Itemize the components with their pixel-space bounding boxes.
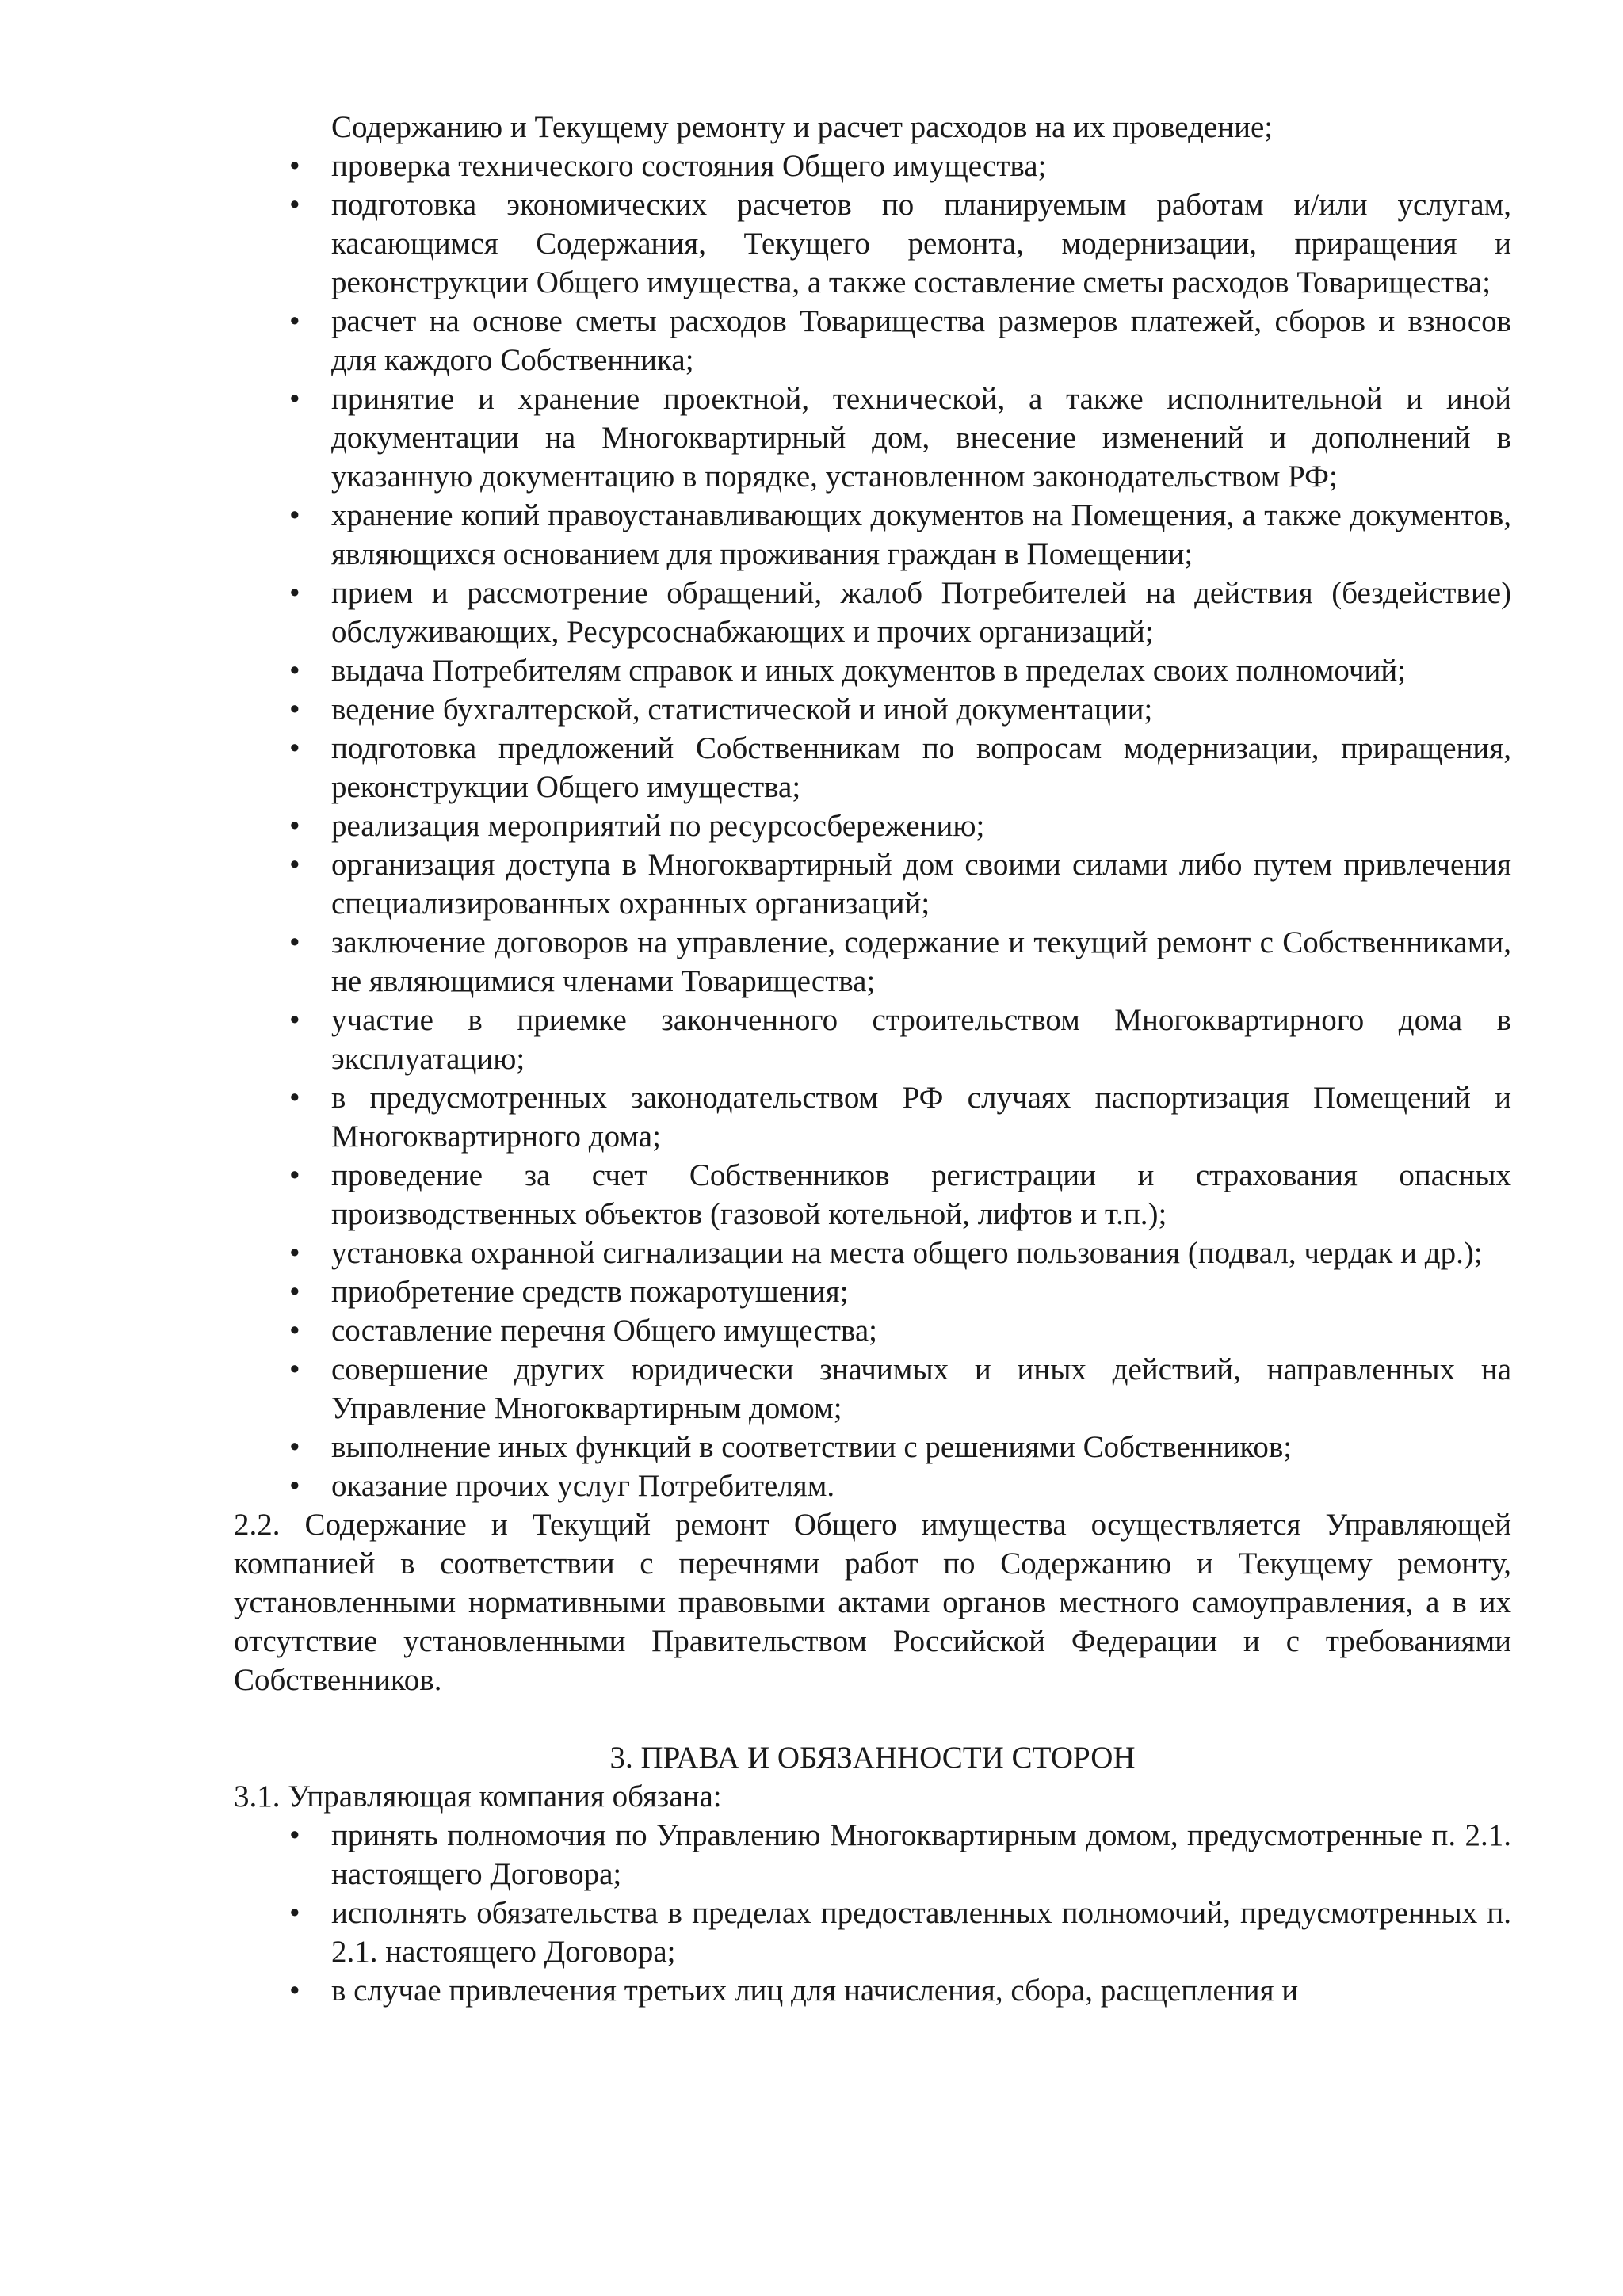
list-item-text: реализация мероприятий по ресурсосбережению; <box>331 809 985 843</box>
list-item <box>234 1272 1511 1311</box>
bullet-icon: • <box>289 654 300 688</box>
list-item <box>234 1078 1511 1156</box>
bullet-icon: • <box>289 304 300 338</box>
bullet-icon: • <box>289 1236 300 1270</box>
list-item <box>234 1350 1511 1428</box>
bullet-icon: • <box>289 576 300 610</box>
list-item <box>234 302 1511 379</box>
list-item-text: заключение договоров на управление, содержание и текущий ремонт с Собственниками, не являющимися членами Товарищества; <box>331 925 1511 998</box>
list-item-text: участие в приемке законченного строительством Многоквартирного дома в эксплуатацию; <box>331 1003 1511 1076</box>
list-item-text: приобретение средств пожаротушения; <box>331 1275 849 1309</box>
bullet-icon: • <box>289 382 300 416</box>
list-item-text: составление перечня Общего имущества; <box>331 1314 877 1348</box>
bullet-icon: • <box>289 498 300 532</box>
list-item-text: в предусмотренных законодательством РФ случаях паспортизация Помещений и Многоквартирного дома; <box>331 1081 1511 1154</box>
bullet-icon: • <box>289 925 300 959</box>
list-item <box>234 1156 1511 1234</box>
bullet-icon: • <box>289 848 300 882</box>
list-item <box>234 1234 1511 1272</box>
list-item-text: совершение других юридически значимых и иных действий, направленных на Управление Многоквартирным домом; <box>331 1352 1511 1425</box>
bullet-icon: • <box>289 1003 300 1037</box>
list-item-text: принять полномочия по Управлению Многоквартирным домом, предусмотренные п. 2.1. настоящего Договора; <box>331 1818 1511 1891</box>
list-item <box>234 147 1511 185</box>
bullet-icon: • <box>289 809 300 843</box>
bullet-icon: • <box>289 1314 300 1348</box>
bullet-icon: • <box>289 1430 300 1464</box>
list-item-text: ведение бухгалтерской, статистической и иной документации; <box>331 692 1153 727</box>
bullet-icon: • <box>289 149 300 183</box>
clause-3-1: 3.1. Управляющая компания обязана: <box>234 1779 722 1814</box>
list-item-text: выдача Потребителям справок и иных документов в пределах своих полномочий; <box>331 654 1407 688</box>
list-item-text: проверка технического состояния Общего имущества; <box>331 149 1047 183</box>
list-item <box>234 807 1511 845</box>
list-item <box>234 574 1511 651</box>
document-body <box>234 108 1511 2010</box>
bullet-icon: • <box>289 1275 300 1309</box>
list-item <box>234 185 1511 302</box>
company-obligations-list <box>234 1816 1511 2010</box>
list-item-text: прием и рассмотрение обращений, жалоб Потребителей на действия (бездействие) обслуживающих, Ресурсоснабжающих и прочих организаций; <box>331 576 1511 649</box>
bullet-icon: • <box>289 731 300 765</box>
list-item-text: принятие и хранение проектной, технической, а также исполнительной и иной документации на Многоквартирный дом, внесение изменений и дополнений в указанную документацию в порядке, установленном законодательством РФ; <box>331 382 1511 494</box>
list-item <box>234 690 1511 729</box>
bullet-icon: • <box>289 1896 300 1930</box>
list-item <box>234 1971 1511 2010</box>
list-item <box>234 651 1511 690</box>
list-item <box>234 845 1511 923</box>
list-item <box>234 1001 1511 1078</box>
list-item <box>234 496 1511 574</box>
list-item <box>234 1311 1511 1350</box>
list-item-text: расчет на основе сметы расходов Товарищества размеров платежей, сборов и взносов для каждого Собственника; <box>331 304 1511 377</box>
list-item <box>234 1466 1511 1505</box>
list-item <box>234 379 1511 496</box>
list-item <box>234 1816 1511 1894</box>
list-item-text: выполнение иных функций в соответствии с решениями Собственников; <box>331 1430 1293 1464</box>
list-item <box>234 923 1511 1001</box>
list-item <box>234 729 1511 807</box>
list-item-text: организация доступа в Многоквартирный дом своими силами либо путем привлечения специализированных охранных организаций; <box>331 848 1511 921</box>
bullet-icon: • <box>289 1818 300 1852</box>
bullet-icon: • <box>289 692 300 727</box>
list-item <box>234 1428 1511 1466</box>
list-item <box>234 1894 1511 1971</box>
bullet-icon: • <box>289 1974 300 2008</box>
bullet-icon: • <box>289 1469 300 1503</box>
bullet-icon: • <box>289 1081 300 1115</box>
duties-list <box>234 147 1511 1505</box>
bullet-icon: • <box>289 1352 300 1386</box>
list-item-text: подготовка экономических расчетов по планируемым работам и/или услугам, касающимся Содержания, Текущего ремонта, модернизации, приращения и реконструкции Общего имущества, а также составление сметы расходов Товарищества; <box>331 188 1511 299</box>
bullet-icon: • <box>289 188 300 222</box>
clause-2-2: 2.2. Содержание и Текущий ремонт Общего имущества осуществляется Управляющей компанией в соответствии с перечнями работ по Содержанию и Текущему ремонту, установленными нормативными правовыми актами органов местного самоуправления, а в их отсутствие установленными Правительством Российской Федерации и с требованиями Собственников. <box>234 1508 1511 1697</box>
list-item-text: проведение за счет Собственников регистрации и страхования опасных производственных объектов (газовой котельной, лифтов и т.п.); <box>331 1158 1511 1231</box>
section-3-title: 3. ПРАВА И ОБЯЗАННОСТИ СТОРОН <box>609 1741 1136 1775</box>
list-item-text: исполнять обязательства в пределах предоставленных полномочий, предусмотренных п. 2.1. настоящего Договора; <box>331 1896 1511 1969</box>
bullet-icon: • <box>289 1158 300 1192</box>
list-item-text: хранение копий правоустанавливающих документов на Помещения, а также документов, являющихся основанием для проживания граждан в Помещении; <box>331 498 1511 571</box>
list-item-text: установка охранной сигнализации на места общего пользования (подвал, чердак и др.); <box>331 1236 1483 1270</box>
continuation-line: Содержанию и Текущему ремонту и расчет расходов на их проведение; <box>331 110 1274 144</box>
list-item-text: оказание прочих услуг Потребителям. <box>331 1469 835 1503</box>
list-item-text: подготовка предложений Собственникам по вопросам модернизации, приращения, реконструкции Общего имущества; <box>331 731 1511 804</box>
list-item-text: в случае привлечения третьих лиц для начисления, сбора, расщепления и <box>331 1974 1299 2008</box>
